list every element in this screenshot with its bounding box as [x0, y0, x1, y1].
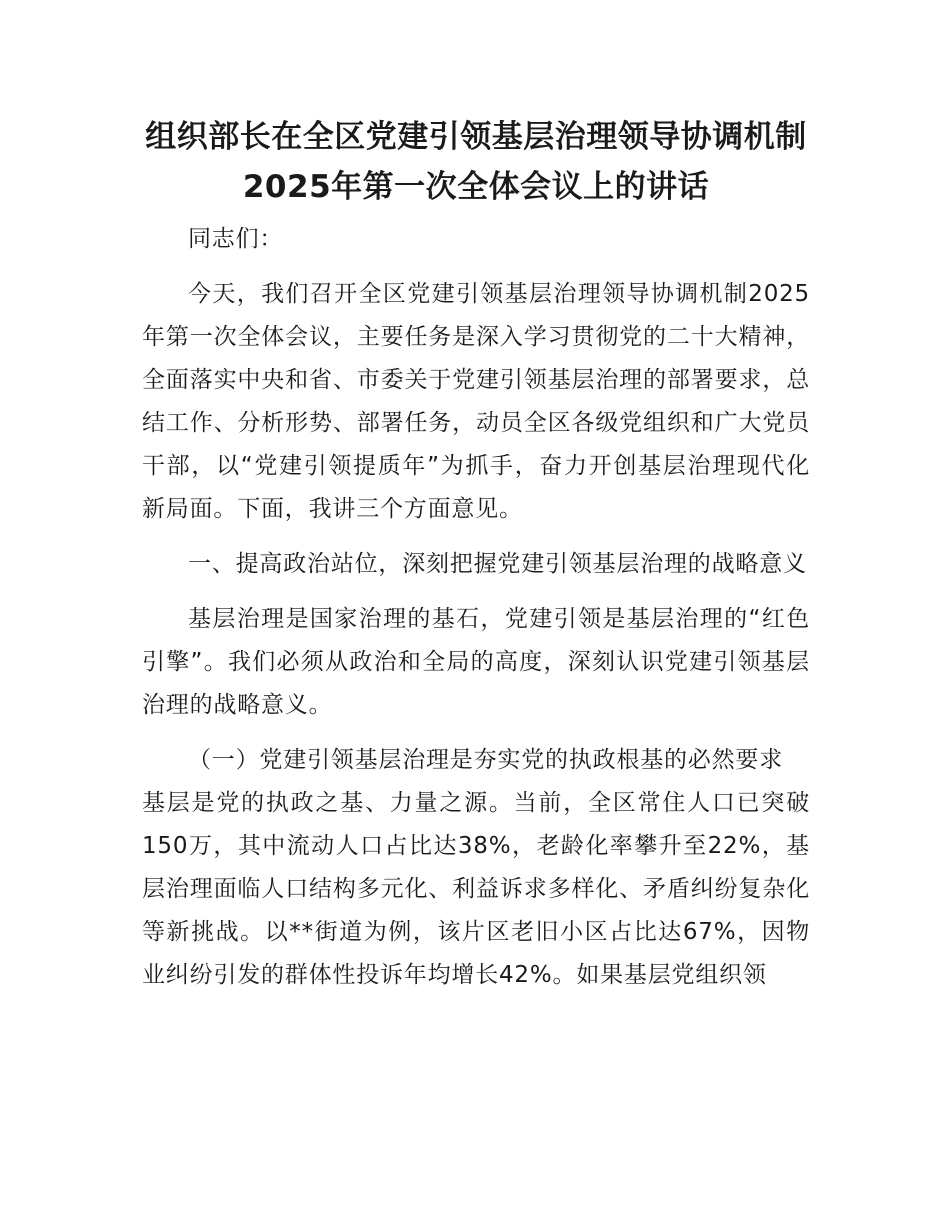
- document-title: 组织部长在全区党建引领基层治理领导协调机制2025年第一次全体会议上的讲话: [145, 119, 807, 205]
- section-heading-1: 一、提高政治站位，深刻把握党建引领基层治理的战略意义: [188, 551, 807, 577]
- subsection-1-paragraph: 基层是党的执政之基、力量之源。当前，全区常住人口已突破150万，其中流动人口占比达38%，老龄化率攀升至22%，基层治理面临人口结构多元化、利益诉求多样化、矛盾纠纷复杂化等新挑战。以**街道为例，该片区老旧小区占比达67%，因物业纠纷引发的群体性投诉年均增长42%。如果基层党组织领: [142, 790, 810, 988]
- subsection-heading-1: （一）党建引领基层治理是夯实党的执政根基的必然要求: [188, 747, 783, 773]
- salutation: 同志们：: [188, 226, 284, 252]
- section-1-paragraph: 基层治理是国家治理的基石，党建引领是基层治理的“红色引擎”。我们必须从政治和全局的高度，深刻认识党建引领基层治理的战略意义。: [142, 606, 810, 718]
- document-page: [142, 112, 810, 997]
- intro-paragraph: 今天，我们召开全区党建引领基层治理领导协调机制2025年第一次全体会议，主要任务是深入学习贯彻党的二十大精神，全面落实中央和省、市委关于党建引领基层治理的部署要求，总结工作、分析形势、部署任务，动员全区各级党组织和广大党员干部，以“党建引领提质年”为抓手，奋力开创基层治理现代化新局面。下面，我讲三个方面意见。: [142, 281, 810, 522]
